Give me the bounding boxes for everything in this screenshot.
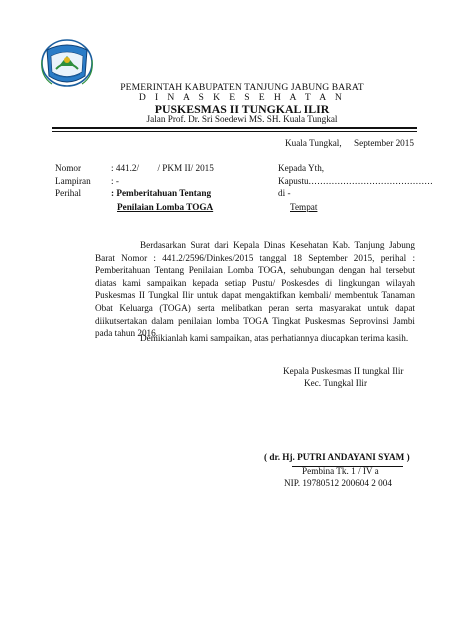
recipient-name-label: Kapustu xyxy=(278,176,309,186)
recipient-greeting: Kepada Yth, xyxy=(278,163,325,173)
letterhead-department: D I N A S K E S E H A T A N xyxy=(138,92,346,103)
signature-nip: NIP. 19780512 200604 2 004 xyxy=(284,478,392,488)
perihal-value-line2: Penilaian Lomba TOGA xyxy=(117,202,214,212)
letterhead-rule-thick xyxy=(52,127,417,129)
lampiran-label: Lampiran xyxy=(55,176,91,186)
body-paragraph-2: Demikianlah kami sampaikan, atas perhatiannya diucapkan terima kasih. xyxy=(140,333,409,343)
recipient-name xyxy=(278,176,433,186)
perihal-value-line1: : Pemberitahuan Tentang xyxy=(111,188,212,198)
letterhead-government: PEMERINTAH KABUPATEN TANJUNG JABUNG BARAT xyxy=(120,82,364,93)
recipient-location: di - xyxy=(278,188,291,198)
recipient-name-dots: ........................................... xyxy=(308,176,434,186)
letterhead-institution: PUSKESMAS II TUNGKAL ILIR xyxy=(154,102,330,116)
perihal-label: Perihal xyxy=(55,188,82,198)
signature-title-1: Kepala Puskesmas II tungkal Ilir xyxy=(283,366,404,376)
date-place: Kuala Tungkal, xyxy=(285,138,342,148)
nomor-label: Nomor xyxy=(55,163,82,173)
signature-title-2: Kec. Tungkal Ilir xyxy=(304,378,368,388)
letterhead-rule-thin xyxy=(52,131,417,132)
body-paragraph-1-text: Berdasarkan Surat dari Kepala Dinas Kesehatan Kab. Tanjung Jabung Barat Nomor : 441.2/2596/Dinkes/2015 tanggal 18 September 2015, perihal : Pemberitahuan Tentang Penilaian Lomba TOGA, sehubungan dengan hal tersebut diatas kami sampaikan kepada setiap Pustu/ Poskesdes di lingkungan wilayah Puskesmas II Tungkal Ilir untuk dapat mengaktifkan kembali/ membentuk Tanaman Obat Keluarga (TOGA) serta melibatkan peran serta masyarakat untuk dapat diikutsertakan dalam penilaian lomba TOGA Tingkat Puskesmas Seprovinsi Jambi pada tahun 2016. xyxy=(95,240,415,339)
body-paragraph-1 xyxy=(95,239,415,340)
recipient-place: Tempat xyxy=(290,202,318,212)
signature-name: ( dr. Hj. PUTRI ANDAYANI SYAM ) xyxy=(264,452,410,462)
letterhead-address: Jalan Prof. Dr. Sri Soedewi MS. SH. Kuala Tungkal xyxy=(146,114,338,124)
signature-rank: Pembina Tk. 1 / IV a xyxy=(302,466,379,476)
nomor-value: : 441.2/ / PKM II/ 2015 xyxy=(111,163,214,173)
date-value: September 2015 xyxy=(354,138,414,148)
regency-logo-icon xyxy=(38,36,96,90)
lampiran-value: : - xyxy=(111,176,119,186)
